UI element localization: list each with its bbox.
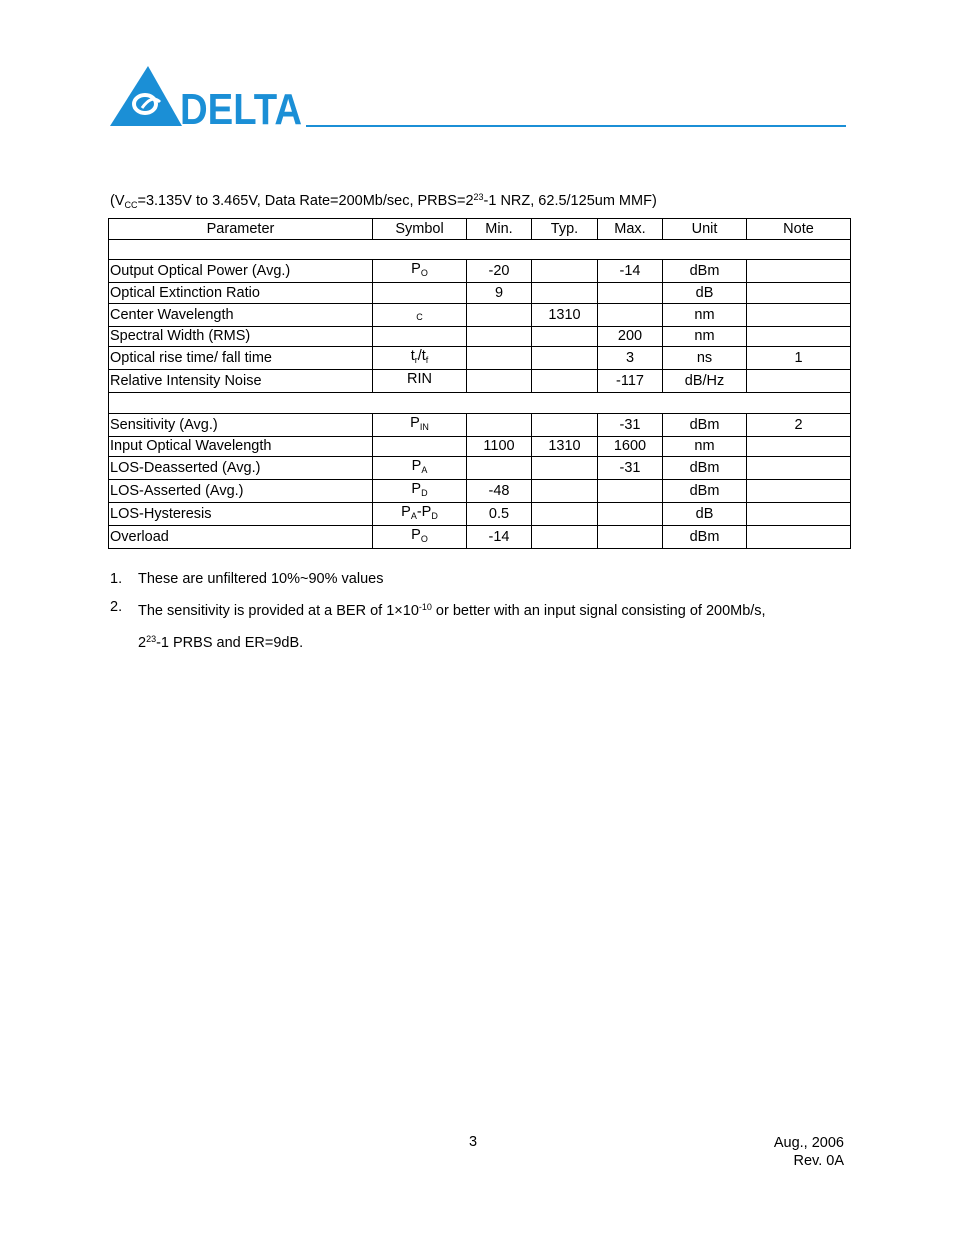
- parameter-cell: Input Optical Wavelength: [109, 436, 373, 457]
- symbol-cell: $P_D$: [373, 480, 467, 503]
- min-cell: [467, 457, 532, 480]
- parameter-cell: LOS-Deasserted (Avg.): [109, 457, 373, 480]
- symbol-cell: C: [373, 303, 467, 326]
- min-cell: -14: [467, 526, 532, 549]
- typ-cell: 1310: [532, 436, 598, 457]
- unit-cell: ns: [663, 347, 747, 370]
- max-cell: -117: [598, 370, 663, 393]
- header-typ: Typ.: [532, 219, 598, 240]
- note-cell: [747, 457, 851, 480]
- max-cell: -14: [598, 260, 663, 283]
- table-row: [109, 303, 851, 326]
- max-cell: 1600: [598, 436, 663, 457]
- min-cell: [467, 370, 532, 393]
- table-row: [109, 413, 851, 436]
- typ-cell: [532, 457, 598, 480]
- unit-cell: dBm: [663, 526, 747, 549]
- header-parameter: Parameter: [109, 219, 373, 240]
- note-cell: [747, 303, 851, 326]
- unit-cell: dBm: [663, 260, 747, 283]
- test-conditions: ($V_{CC}=3.135V$ to 3.465V, Data Rate=200Mb/sec, $PRBS=2^{23}-1$ NRZ, 62.5/125um MMF): [110, 192, 657, 210]
- symbol-cell: $P_O$: [373, 526, 467, 549]
- symbol-cell: $P_A-P_D$: [373, 503, 467, 526]
- header-max: Max.: [598, 219, 663, 240]
- min-cell: -48: [467, 480, 532, 503]
- parameter-cell: Sensitivity (Avg.): [109, 413, 373, 436]
- typ-cell: [532, 260, 598, 283]
- typ-cell: [532, 413, 598, 436]
- header-note: Note: [747, 219, 851, 240]
- min-cell: 9: [467, 283, 532, 304]
- table-row: [109, 283, 851, 304]
- note-2: 2. The sensitivity is provided at a BER of $1\times 10^{-10}$ or better with an input signal consisting of 200Mb/s, $2^{23}-1$ PRBS and ER=9dB.: [110, 599, 766, 651]
- revision-date: Aug., 2006: [773, 1135, 844, 1151]
- table-row: [109, 526, 851, 549]
- receiver-section-row: [109, 393, 851, 414]
- symbol-cell: $P_A$: [373, 457, 467, 480]
- max-cell: 3: [598, 347, 663, 370]
- typ-cell: [532, 503, 598, 526]
- section-spacer: [109, 393, 851, 414]
- max-cell: 200: [598, 326, 663, 347]
- note-cell: [747, 326, 851, 347]
- revision-info: [774, 1134, 844, 1170]
- min-cell: -20: [467, 260, 532, 283]
- unit-cell: dB: [663, 503, 747, 526]
- parameter-cell: LOS-Hysteresis: [109, 503, 373, 526]
- table-row: [109, 503, 851, 526]
- min-cell: [467, 347, 532, 370]
- min-cell: [467, 413, 532, 436]
- table-header-row: [109, 219, 851, 240]
- transmitter-section-row: [109, 239, 851, 260]
- min-cell: [467, 326, 532, 347]
- table-row: [109, 326, 851, 347]
- revision-number: Rev. 0A: [793, 1153, 844, 1169]
- typ-cell: [532, 480, 598, 503]
- unit-cell: nm: [663, 303, 747, 326]
- parameter-cell: Optical rise time/ fall time: [109, 347, 373, 370]
- max-cell: [598, 503, 663, 526]
- note-cell: [747, 503, 851, 526]
- table-row: [109, 370, 851, 393]
- table-row: [109, 480, 851, 503]
- typ-cell: [532, 283, 598, 304]
- typ-cell: [532, 526, 598, 549]
- symbol-cell: [373, 436, 467, 457]
- note-cell: [747, 526, 851, 549]
- parameter-cell: Output Optical Power (Avg.): [109, 260, 373, 283]
- unit-cell: dBm: [663, 413, 747, 436]
- min-cell: 0.5: [467, 503, 532, 526]
- symbol-cell: RIN: [373, 370, 467, 393]
- page-number: 3: [469, 1134, 478, 1150]
- unit-cell: nm: [663, 326, 747, 347]
- section-spacer: [109, 239, 851, 260]
- table-row: [109, 260, 851, 283]
- parameter-cell: Spectral Width (RMS): [109, 326, 373, 347]
- symbol-cell: $P_O$: [373, 260, 467, 283]
- note-cell: 2: [747, 413, 851, 436]
- header-min: Min.: [467, 219, 532, 240]
- note-cell: [747, 283, 851, 304]
- typ-cell: [532, 326, 598, 347]
- parameter-cell: Relative Intensity Noise: [109, 370, 373, 393]
- note-cell: [747, 480, 851, 503]
- typ-cell: 1310: [532, 303, 598, 326]
- min-cell: [467, 303, 532, 326]
- logo-wordmark: DELTA: [180, 85, 302, 134]
- optical-characteristics-table: [108, 218, 851, 549]
- note-cell: [747, 436, 851, 457]
- table-row: [109, 457, 851, 480]
- parameter-cell: LOS-Asserted (Avg.): [109, 480, 373, 503]
- unit-cell: dB/Hz: [663, 370, 747, 393]
- parameter-cell: Optical Extinction Ratio: [109, 283, 373, 304]
- header-unit: Unit: [663, 219, 747, 240]
- unit-cell: dBm: [663, 457, 747, 480]
- table-row: [109, 347, 851, 370]
- max-cell: [598, 303, 663, 326]
- note-cell: [747, 370, 851, 393]
- unit-cell: dB: [663, 283, 747, 304]
- header-rule: [306, 125, 846, 127]
- unit-cell: nm: [663, 436, 747, 457]
- table-row: [109, 436, 851, 457]
- typ-cell: [532, 347, 598, 370]
- header-symbol: Symbol: [373, 219, 467, 240]
- symbol-cell: [373, 283, 467, 304]
- parameter-cell: Overload: [109, 526, 373, 549]
- max-cell: [598, 283, 663, 304]
- note-cell: [747, 260, 851, 283]
- max-cell: -31: [598, 457, 663, 480]
- note-1: 1. These are unfiltered 10%~90% values: [110, 571, 384, 587]
- max-cell: [598, 526, 663, 549]
- symbol-cell: [373, 326, 467, 347]
- max-cell: [598, 480, 663, 503]
- typ-cell: [532, 370, 598, 393]
- symbol-cell: $P_{IN}$: [373, 413, 467, 436]
- unit-cell: dBm: [663, 480, 747, 503]
- note-cell: 1: [747, 347, 851, 370]
- min-cell: 1100: [467, 436, 532, 457]
- max-cell: -31: [598, 413, 663, 436]
- parameter-cell: Center Wavelength: [109, 303, 373, 326]
- symbol-cell: $t_r/t_f$: [373, 347, 467, 370]
- notes: [110, 570, 844, 652]
- delta-logo: [108, 64, 304, 134]
